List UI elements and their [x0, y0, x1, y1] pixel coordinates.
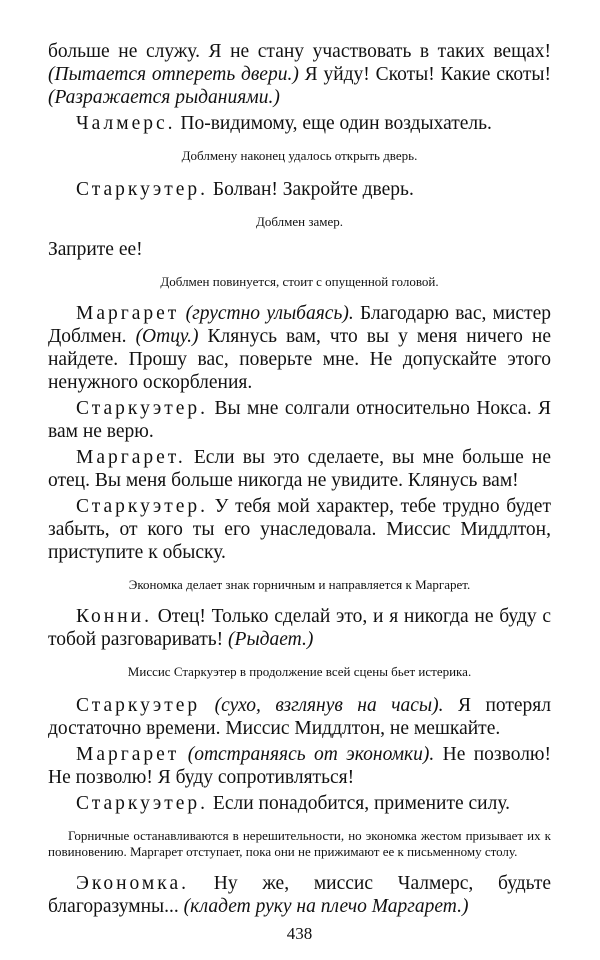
stage-direction: Доблмен повинуется, стоит с опущенной головой.: [160, 274, 439, 289]
speaker-name: Старкуэтер.: [76, 398, 209, 419]
dialogue-margaret: [48, 446, 551, 492]
dialogue-chalmers: [48, 112, 551, 135]
dialogue-text: У тебя мой характер, тебе трудно будет забыть, от кого ты его унаследовала. Миссис Миддлтон, приступите к обыску.: [48, 496, 551, 563]
stage-remark: (Пытается отпереть двери.): [48, 64, 299, 85]
dialogue-starkweather: [48, 495, 551, 564]
stage-direction: Доблмен замер.: [255, 214, 343, 229]
stage-remark: (сухо, взглянув на часы).: [214, 695, 444, 716]
speaker-name: Старкуэтер.: [76, 496, 209, 517]
stage-remark: (отстраняясь от экономки).: [187, 744, 435, 765]
stage-direction: Экономка делает знак горничным и направляется к Маргарет.: [128, 577, 471, 592]
dialogue-housekeeper: [48, 872, 551, 918]
dialogue-text: больше не служу. Я не стану участвовать в таких вещах!: [48, 41, 551, 62]
dialogue-text: [200, 695, 214, 716]
speaker-name: Конни.: [76, 606, 152, 627]
dialogue-continuation: [48, 40, 551, 109]
dialogue-text: Болван! Закройте дверь.: [208, 179, 414, 200]
speaker-name: Чалмерс.: [76, 113, 176, 134]
dialogue-text: Благодарю вас, мистер Доблмен.: [48, 303, 551, 347]
dialogue-continuation: [48, 238, 551, 261]
dialogue-text: Я потерял достаточно времени. Миссис Миддлтон, не мешкайте.: [48, 695, 551, 739]
page-number: 438: [286, 924, 313, 943]
dialogue-text: Вы мне солгали относительно Нокса. Я вам не верю.: [48, 398, 551, 442]
stage-remark: (Рыдает.): [228, 629, 314, 650]
dialogue-text: Отец! Только сделай это, и я никогда не буду с тобой разговаривать!: [48, 606, 551, 650]
dialogue-starkweather: [48, 694, 551, 740]
speaker-name: Экономка.: [76, 873, 189, 894]
stage-direction: Миссис Старкуэтер в продолжение всей сцены бьет истерика.: [127, 664, 472, 679]
dialogue-margaret: [48, 302, 551, 394]
dialogue-text: Я уйду! Скоты! Какие скоты!: [298, 64, 551, 85]
stage-remark: (кладет руку на плечо Маргарет.): [183, 896, 469, 917]
dialogue-text: Ну же, миссис Чалмерс, будьте благоразумны...: [48, 873, 551, 917]
dialogue-text: По-видимому, еще один воздыхатель.: [175, 113, 492, 134]
speaker-name: Маргарет: [76, 744, 180, 765]
speaker-name: Маргарет.: [76, 447, 186, 468]
dialogue-text: Если вы это сделаете, вы мне больше не отец. Вы меня больше никогда не увидите. Клянусь вам!: [48, 447, 551, 491]
dialogue-connie: [48, 605, 551, 651]
stage-remark: (Разражается рыданиями.): [48, 87, 280, 108]
stage-direction: Горничные останавливаются в нерешительности, но экономка жестом призывает их к повиновению. Маргарет отступает, пока они не прижимают ее к письменному столу.: [48, 828, 551, 859]
speaker-name: Старкуэтер.: [76, 793, 209, 814]
dialogue-starkweather: [48, 792, 551, 815]
speaker-name: Старкуэтер.: [76, 179, 209, 200]
book-page: [48, 40, 551, 944]
speaker-name: Старкуэтер: [76, 695, 201, 716]
speaker-name: Маргарет: [76, 303, 180, 324]
dialogue-text: [179, 744, 187, 765]
dialogue-text: Клянусь вам, что вы у меня ничего не найдете. Прошу вас, поверьте мне. Не допускайте этого ненужного оскорбления.: [48, 326, 551, 393]
dialogue-starkweather: [48, 178, 551, 201]
dialogue-text: Заприте ее!: [48, 239, 143, 260]
dialogue-starkweather: [48, 397, 551, 443]
dialogue-text: Не позволю! Не позволю! Я буду сопротивляться!: [48, 744, 551, 788]
stage-direction: Доблмену наконец удалось открыть дверь.: [181, 148, 418, 163]
dialogue-text: Если понадобится, примените силу.: [208, 793, 511, 814]
stage-remark: (грустно улыбаясь).: [185, 303, 354, 324]
dialogue-margaret: [48, 743, 551, 789]
stage-remark: (Отцу.): [135, 326, 199, 347]
